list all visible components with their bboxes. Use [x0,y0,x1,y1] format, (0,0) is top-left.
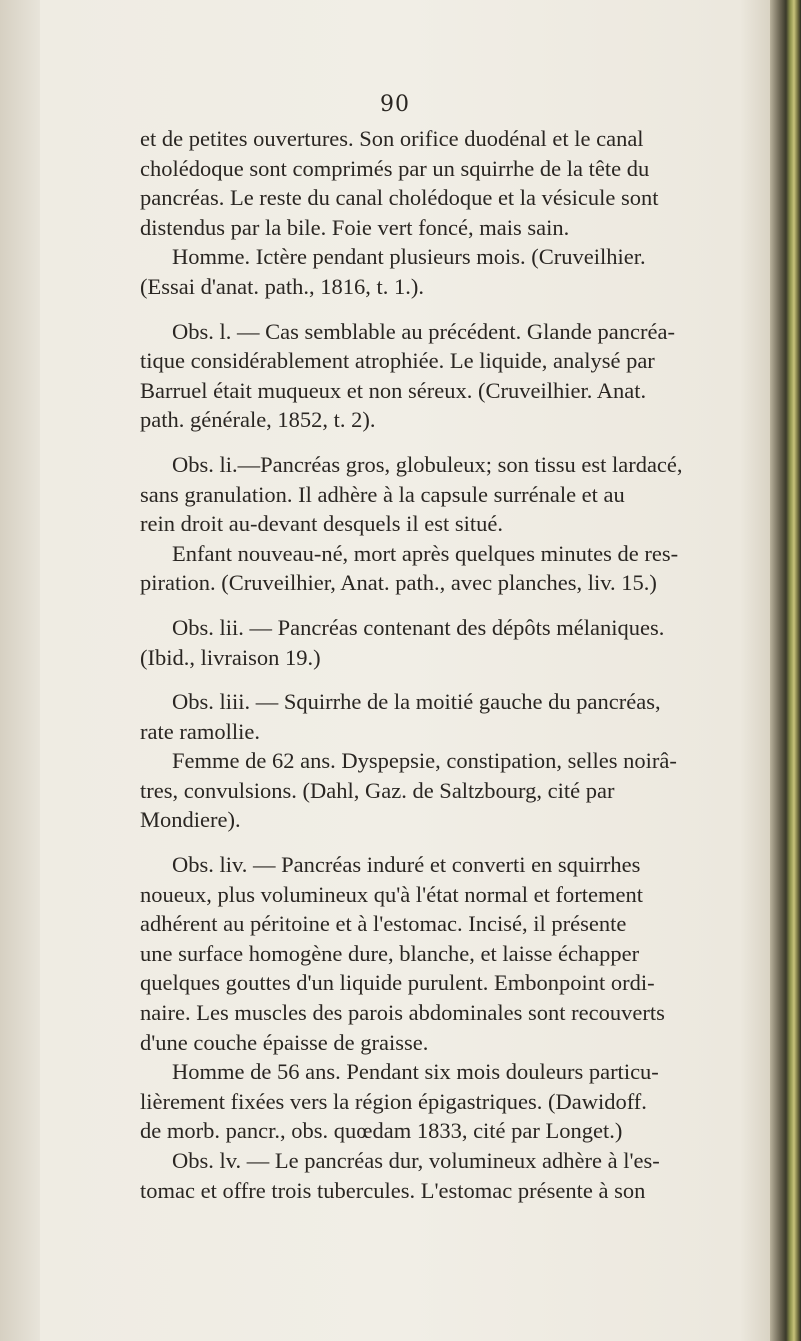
paragraph-patient [140,242,766,301]
text-line: Homme. Ictère pendant plusieurs mois. (Cruveilhier. [172,244,646,270]
paragraph-patient [140,539,766,598]
page-edge [770,0,801,1341]
text-line: Femme de 62 ans. Dyspepsie, constipation, selles noirâ- [172,748,677,774]
observation-lv [140,1146,766,1205]
text-line: Enfant nouveau-né, mort après quelques minutes de res- [172,540,679,566]
observation-li [140,450,766,539]
text-line: tique considérablement atrophiée. Le liquide, analysé par [140,348,655,374]
text-line: (Ibid., livraison 19.) [140,644,321,670]
text-line: rate ramollie. [140,718,260,744]
text-line: Obs. lv. — Le pancréas dur, volumineux adhère à l'es- [172,1148,660,1173]
text-line: adhérent au péritoine et à l'estomac. Incisé, il présente [140,911,627,937]
page-number: 90 [380,92,410,117]
text-line: Obs. liii. — Squirrhe de la moitié gauche du pancréas, [172,689,661,715]
text-line: cholédoque sont comprimés par un squirrhe de la tête du [140,155,650,181]
text-line: path. générale, 1852, t. 2). [140,407,376,433]
text-line: tomac et offre trois tubercules. L'estomac présente à son [140,1177,646,1203]
text-line: tres, convulsions. (Dahl, Gaz. de Saltzbourg, cité par [140,777,615,803]
text-line: Mondiere). [140,807,241,833]
text-line: une surface homogène dure, blanche, et laisse échapper [140,940,640,966]
paragraph-patient [140,746,766,835]
text-line: Obs. lii. — Pancréas contenant des dépôts mélaniques. [172,614,665,640]
text-line: de morb. pancr., obs. quœdam 1833, cité par Longet.) [140,1118,623,1144]
text-line: lièrement fixées vers la région épigastriques. (Dawidoff. [140,1088,647,1114]
text-line: Barruel était muqueux et non séreux. (Cruveilhier. Anat. [140,377,647,403]
observation-liii [140,687,766,746]
text-line: et de petites ouvertures. Son orifice duodénal et le canal [140,126,644,151]
text-line: (Essai d'anat. path., 1816, t. 1.). [140,273,424,299]
observation-lii [140,613,766,672]
text-line: rein droit au-devant desquels il est situé. [140,511,504,537]
text-line: piration. (Cruveilhier, Anat. path., avec planches, liv. 15.) [140,570,657,596]
text-line: pancréas. Le reste du canal cholédoque et la vésicule sont [140,185,659,211]
text-line: distendus par la bile. Foie vert foncé, mais sain. [140,214,570,240]
text-line: d'une couche épaisse de graisse. [140,1029,429,1055]
text-line: noueux, plus volumineux qu'à l'état normal et fortement [140,881,643,907]
observation-l [140,317,766,435]
text-line: Homme de 56 ans. Pendant six mois douleurs particu- [172,1059,659,1085]
text-line: quelques gouttes d'un liquide purulent. Embonpoint ordi- [140,970,655,996]
text-line: naire. Les muscles des parois abdominales sont recouverts [140,1000,665,1026]
text-line: Obs. l. — Cas semblable au précédent. Glande pancréa- [172,318,675,344]
text-line: Obs. liv. — Pancréas induré et converti en squirrhes [172,852,641,878]
observation-liv [140,850,766,1057]
paragraph-patient [140,1057,766,1146]
text-line: sans granulation. Il adhère à la capsule surrénale et au [140,481,625,507]
page-body [140,124,766,1205]
page-binding-shadow [0,0,40,1341]
text-line: Obs. li.—Pancréas gros, globuleux; son tissu est lardacé, [172,451,683,477]
paragraph-continuation [140,124,766,242]
